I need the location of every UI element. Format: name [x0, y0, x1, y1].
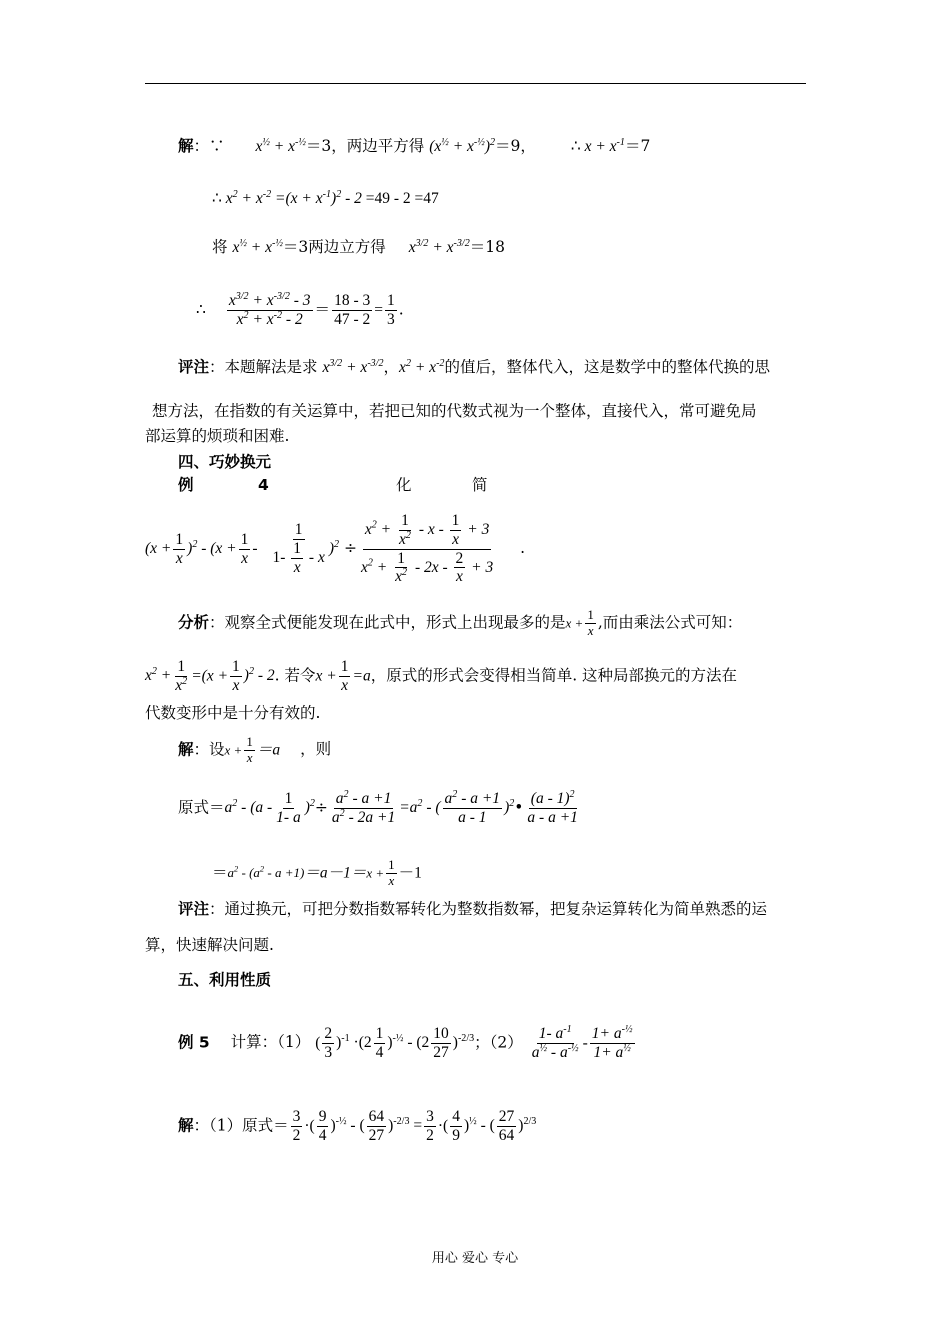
example-4-expression: (x + $\frac{1}{x}$ )$^2$ - (x + $\frac{1}{x}$ - 1 1- $\frac{1}{x}$ - x )$^2$ ÷ $x^2$ + $\frac{1}{x^2}$ - x - $\frac{1}{x}$ + 3 $x^2$ + $\frac{1}{x^2}$ - 2x - $\frac{2}{x}$ + 3 . — [145, 512, 526, 586]
solution-line-1: 解：∵ $x^{\frac{1}{2}} + x^{-\frac{1}{2}}=3$，两边平方得 $(x^{\frac{1}{2}} + x^{-\frac{1}{2}})^2=9$， ∴ $x + x^{-1}=7$ — [178, 136, 651, 155]
example-5-line: 例 5 计算：（1） ( $\frac{2}{3}$ )$^{-1}$ ·(2 $\frac{1}{4}$ )$^{-\frac{1}{2}}$ - (2 $\frac{10}{27}$ )$^{-2/3}$；（2） $\frac{1- a^{-1}}{a^{\frac{1}{2}} - a^{-\frac{1}{2}}}$ - $\frac{1+ a^{-\frac{1}{2}}}{1+ a^{\frac{1}{2}}}$ — [178, 1023, 633, 1061]
page-footer: 用心 爱心 专心 — [431, 1251, 519, 1266]
comment-1-line-2: 想方法，在指数的有关运算中，若把已知的代数式视为一个整体，直接代入，常可避免局 — [152, 402, 757, 420]
example-4-number: 4 — [258, 476, 269, 494]
solution-4-line-3: $=a^2 - (a^2 - a +1)=a-1=x$ + $\frac{1}{x}$ －1 — [212, 857, 422, 888]
solution-line-2: ∴ $x^2 + x^{-2} =(x + x^{-1})^2 - 2 =49 - 2 =47$ — [212, 188, 439, 207]
analysis-line-2: $x^2$ + $\frac{1}{x^2}$ =(x + $\frac{1}{x}$ )$^2$ - 2. 若令x + $\frac{1}{x}$ =a，原式的形式会变得相当简单. 这种局部换元的方法在 — [145, 658, 738, 694]
solution-line-3: 将 $x^{\frac{1}{2}} + x^{-\frac{1}{2}}=3$两边立方得 $x^{3/2} + x^{-3/2}=18$ — [212, 237, 505, 256]
solution-5-line: 解：（1）原式＝ $\frac{3}{2}$ ·( $\frac{9}{4}$ )$^{-\frac{1}{2}}$ - ( $\frac{64}{27}$ )$^{-2/3}$ = $\frac{3}{2}$ ·( $\frac{4}{9}$ )$^{\frac{1}{2}}$ - ( $\frac{27}{64}$ )$^{2/3}$ — [178, 1108, 537, 1144]
solution-4-line-1: 解：设x + $\frac{1}{x}$ ＝a ，则 — [178, 734, 332, 765]
example-4-label: 例 — [178, 476, 194, 494]
analysis-line-1: 分析：观察全式便能发现在此式中，形式上出现最多的是x + $\frac{1}{x}$ ,而由乘法公式可知： — [178, 607, 743, 638]
example-4-jian: 简 — [472, 476, 488, 494]
header-rule — [145, 83, 806, 84]
comment-1-line-3: 部运算的烦琐和困难. — [145, 427, 290, 445]
solution-label: 解 — [178, 137, 194, 155]
solution-4-line-2: 原式$=a^2 - (a$ - $\frac{1}{1- a}$ )$^2$÷ $\frac{a^2 - a +1}{a^2 - 2a +1}$ $=a^2$ - ( $\frac{a^2 - a +1}{a - 1}$ )$^2$• $\frac{(a - 1)^2}{a - a +1}$ — [178, 788, 578, 826]
analysis-line-3: 代数变形中是十分有效的. — [145, 704, 321, 722]
comment-2-line-1: 评注：通过换元，可把分数指数幂转化为整数指数幂，把复杂运算转化为简单熟悉的运 — [178, 900, 768, 918]
section-5-title: 五、利用性质 — [178, 971, 272, 989]
section-4-title: 四、巧妙换元 — [178, 453, 272, 471]
comment-1-line-1: 评注：本题解法是求 $x^{3/2} + x^{-3/2}$，$x^2 + x^{-2}$的值后，整体代入，这是数学中的整体代换的思 — [178, 357, 770, 376]
comment-2-line-2: 算，快速解决问题. — [145, 936, 274, 954]
solution-line-4: ∴ $\frac{x^{3/2} + x^{-3/2} - 3}{x^2 + x^{-2} - 2}$ ＝ $\frac{18 - 3}{47 - 2}$ = $\frac{1}{3}$ . — [196, 290, 404, 328]
example-4-hua: 化 — [396, 476, 412, 494]
